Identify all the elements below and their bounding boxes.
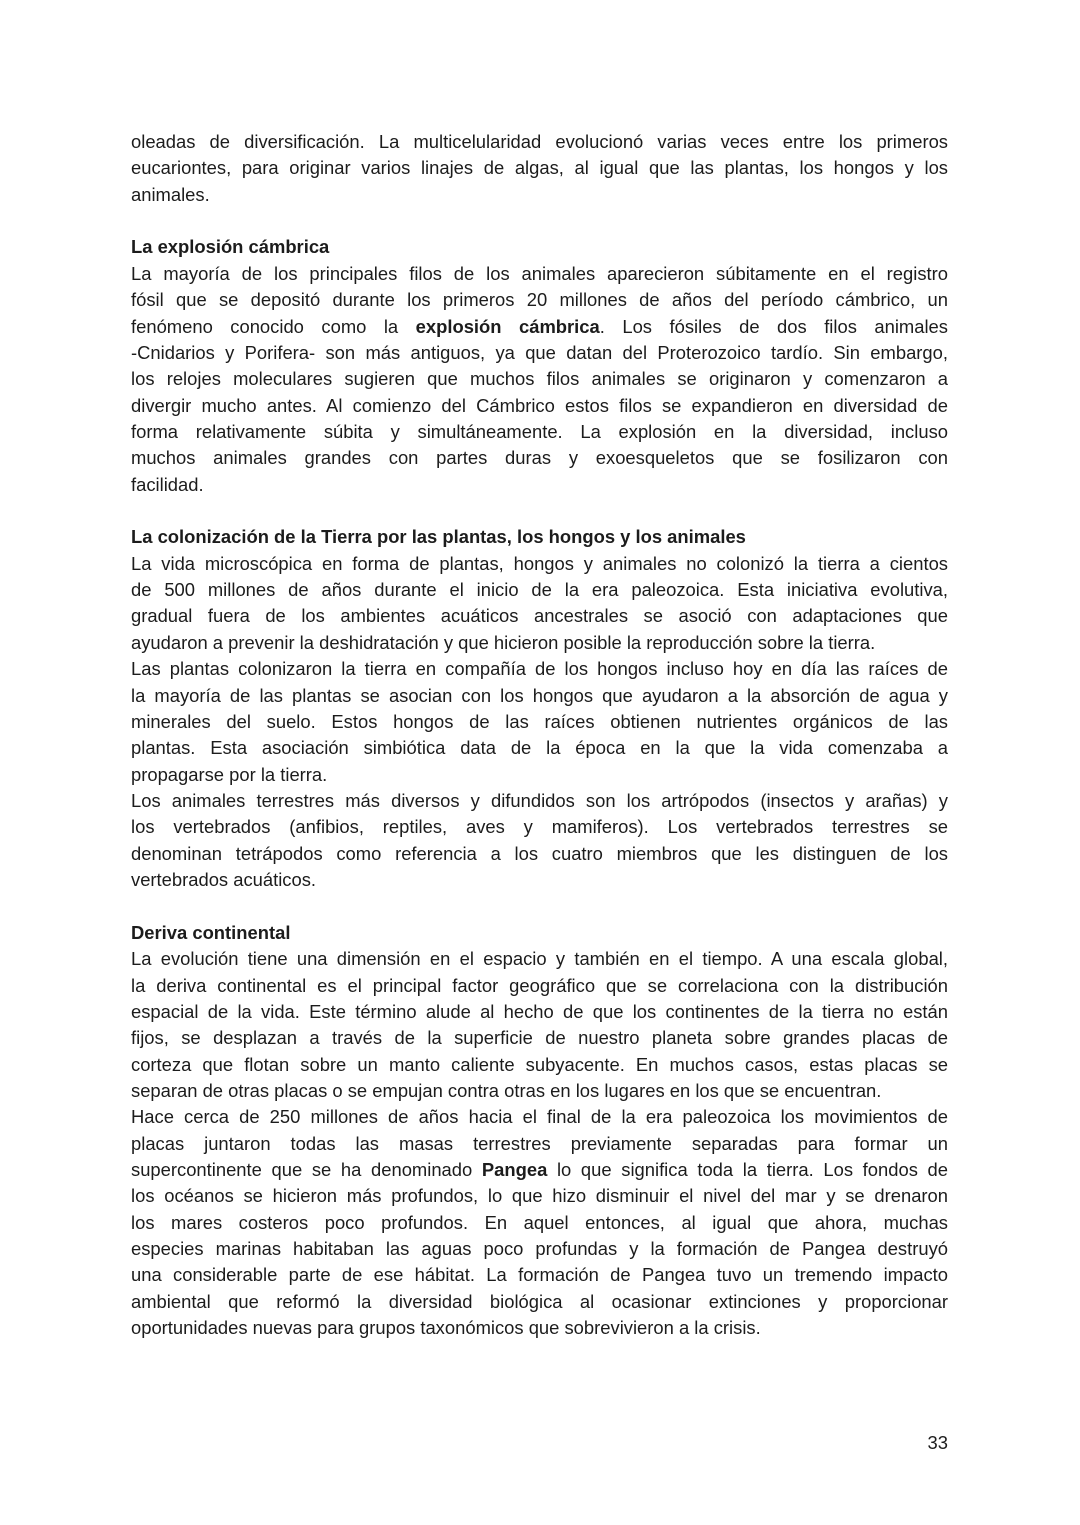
text-line: los vertebrados (anfibios, reptiles, aves y mamiferos). Los vertebrados terrestres se [131, 816, 948, 838]
text-line: separan de otras placas o se empujan contra otras en los lugares en los que se encuentran. [131, 1079, 882, 1101]
text-line: facilidad. [131, 473, 204, 495]
text-line: Las plantas colonizaron la tierra en compañía de los hongos incluso hoy en día las raíces de [131, 658, 948, 680]
text-line: propagarse por la tierra. [131, 763, 328, 785]
paragraph [131, 1104, 948, 1341]
bold-term: explosión cámbrica [415, 315, 600, 337]
text-line: corteza que flotan sobre un manto caliente subyacente. En muchos casos, estas placas se [131, 1053, 948, 1075]
section-heading: La explosión cámbrica [131, 236, 330, 258]
text-line: los relojes moleculares sugieren que muchos filos animales se originaron y comenzaron a [131, 368, 948, 390]
text-line: de 500 millones de años durante el inicio de la era paleozoica. Esta iniciativa evolutiva, [131, 579, 948, 601]
text-line: oportunidades nuevas para grupos taxonómicos que sobrevivieron a la crisis. [131, 1317, 761, 1339]
paragraph [131, 788, 948, 893]
text-line: -Cnidarios y Porifera- son más antiguos, ya que datan del Proterozoico tardío. Sin embargo, [131, 341, 948, 363]
section-heading: Deriva continental [131, 921, 291, 943]
text-line: La vida microscópica en forma de plantas, hongos y animales no colonizó la tierra a cientos [131, 552, 948, 574]
text-segment: lo que significa toda la tierra. Los fondos de [547, 1159, 948, 1181]
text-line: muchos animales grandes con partes duras y exoesqueletos que se fosilizaron con [131, 447, 948, 469]
text-line: plantas. Esta asociación simbiótica data de la época en la que la vida comenzaba a [131, 737, 948, 759]
paragraph [131, 129, 948, 208]
text-segment: fenómeno conocido como la [131, 315, 416, 337]
text-segment: supercontinente que se ha denominado [131, 1159, 482, 1181]
text-line [131, 1157, 948, 1183]
text-line: los océanos se hicieron más profundos, lo que hizo disminuir el nivel del mar y se drenaron [131, 1185, 948, 1207]
page-number: 33 [927, 1432, 948, 1453]
text-line: divergir mucho antes. Al comienzo del Cámbrico estos filos se expandieron en diversidad de [131, 394, 948, 416]
spacer [131, 498, 948, 524]
text-line: los mares costeros poco profundos. En aquel entonces, al igual que ahora, muchas [131, 1211, 948, 1233]
paragraph [131, 551, 948, 656]
text-line: La evolución tiene una dimensión en el espacio y también en el tiempo. A una escala global, [131, 948, 948, 970]
paragraph [131, 656, 948, 788]
section-heading: La colonización de la Tierra por las plantas, los hongos y los animales [131, 526, 746, 548]
text-line: fijos, se desplazan a través de la superficie de nuestro planeta sobre grandes placas de [131, 1027, 948, 1049]
text-line: placas juntaron todas las masas terrestres previamente separadas para formar un [131, 1132, 948, 1154]
spacer [131, 208, 948, 234]
text-line: eucariontes, para originar varios linajes de algas, al igual que las plantas, los hongos y los [131, 157, 948, 179]
text-line: la deriva continental es el principal factor geográfico que se correlaciona con la distribución [131, 974, 948, 996]
document-body [131, 129, 948, 1342]
spacer [131, 893, 948, 919]
text-line: La mayoría de los principales filos de los animales aparecieron súbitamente en el registro [131, 262, 948, 284]
text-line: animales. [131, 183, 210, 205]
text-line: la mayoría de las plantas se asocian con los hongos que ayudaron a la absorción de agua y [131, 684, 948, 706]
text-line: ayudaron a prevenir la deshidratación y que hicieron posible la reproducción sobre la tierra. [131, 631, 876, 653]
text-line [131, 314, 948, 340]
text-line: oleadas de diversificación. La multicelularidad evolucionó varias veces entre los primeros [131, 131, 948, 152]
bold-term: Pangea [481, 1159, 548, 1181]
text-line: especies marinas habitaban las aguas poco profundas y la formación de Pangea destruyó [131, 1238, 948, 1260]
text-line: Los animales terrestres más diversos y difundidos son los artrópodos (insectos y arañas) y [131, 789, 948, 811]
paragraph [131, 261, 948, 498]
text-segment: . Los fósiles de dos filos animales [599, 315, 948, 337]
text-line: minerales del suelo. Estos hongos de las raíces obtienen nutrientes orgánicos de las [131, 710, 948, 732]
text-line: Hace cerca de 250 millones de años hacia el final de la era paleozoica los movimientos de [131, 1106, 948, 1128]
text-line: forma relativamente súbita y simultáneamente. La explosión en la diversidad, incluso [131, 420, 948, 442]
text-line: espacial de la vida. Este término alude al hecho de que los continentes de la tierra no están [131, 1000, 948, 1022]
text-line: gradual fuera de los ambientes acuáticos ancestrales se asoció con adaptaciones que [131, 605, 948, 627]
text-line: denominan tetrápodos como referencia a los cuatro miembros que les distinguen de los [131, 842, 948, 864]
text-line: una considerable parte de ese hábitat. La formación de Pangea tuvo un tremendo impacto [131, 1264, 948, 1286]
text-line: vertebrados acuáticos. [131, 869, 317, 891]
text-line: fósil que se depositó durante los primeros 20 millones de años del período cámbrico, un [131, 289, 948, 311]
text-line: ambiental que reformó la diversidad biológica al ocasionar extinciones y proporcionar [131, 1290, 948, 1312]
paragraph [131, 946, 948, 1104]
